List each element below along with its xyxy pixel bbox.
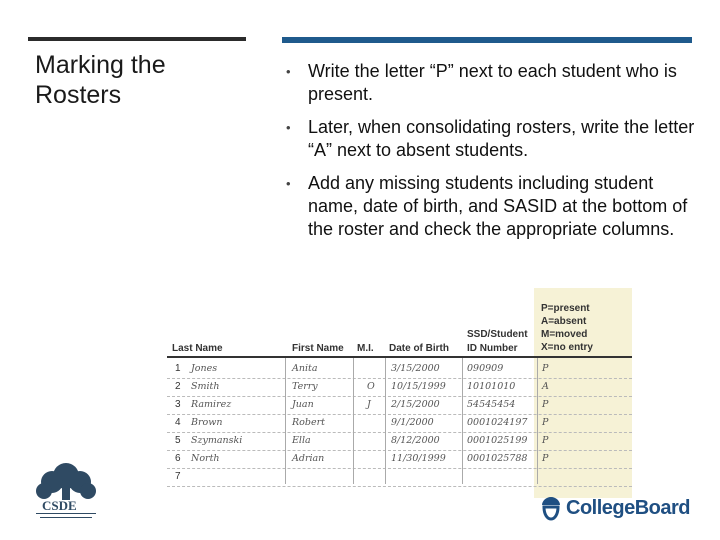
cell-last-name: North <box>191 453 220 464</box>
cell-dob: 8/12/2000 <box>391 435 440 446</box>
cell-dob: 9/1/2000 <box>391 417 434 428</box>
cell-first-name: Juan <box>292 399 314 410</box>
cell-last-name: Szymanski <box>191 435 243 446</box>
cell-attendance-mark: P <box>542 417 549 428</box>
cell-attendance-mark: A <box>542 381 549 392</box>
bullet-text: Later, when consolidating rosters, write the letter “A” next to absent students. <box>308 117 695 160</box>
cell-mi: J <box>367 399 371 410</box>
tree-icon <box>28 458 103 524</box>
cell-attendance-mark: P <box>542 399 549 410</box>
cell-first-name: Anita <box>292 363 318 374</box>
row-number: 5 <box>175 435 181 446</box>
csde-wordmark: CSDE <box>42 498 77 513</box>
cell-attendance-mark: P <box>542 453 549 464</box>
bullet-marker: • <box>286 120 291 135</box>
title-rule <box>28 37 246 41</box>
header-rule <box>167 356 632 358</box>
header-id-line1: SSD/Student <box>467 329 528 340</box>
table-row <box>167 468 632 487</box>
row-number: 1 <box>175 363 181 374</box>
row-number: 2 <box>175 381 181 392</box>
cell-student-id: 090909 <box>467 363 504 374</box>
row-number: 7 <box>175 471 181 482</box>
cell-mi: O <box>367 381 375 392</box>
header-first-name: First Name <box>292 343 344 354</box>
bullet-text: Add any missing students including student name, date of birth, and SASID at the bottom of the roster and check the appropriate columns. <box>308 173 688 239</box>
legend-item: A=absent <box>541 316 587 327</box>
cell-student-id: 10101010 <box>467 381 516 392</box>
row-number: 6 <box>175 453 181 464</box>
table-row <box>167 396 632 415</box>
csde-logo <box>28 458 103 524</box>
column-divider <box>353 358 354 484</box>
column-divider <box>462 358 463 484</box>
bullet-item <box>283 172 703 241</box>
legend-item: X=no entry <box>541 342 593 353</box>
row-number: 4 <box>175 417 181 428</box>
cell-last-name: Smith <box>191 381 220 392</box>
collegeboard-wordmark: CollegeBoard <box>566 496 691 519</box>
header-dob: Date of Birth <box>389 343 449 354</box>
cell-attendance-mark: P <box>542 435 549 446</box>
table-row <box>167 378 632 397</box>
header-last-name: Last Name <box>172 343 223 354</box>
bullet-item <box>283 116 703 162</box>
cell-last-name: Jones <box>191 363 218 374</box>
cell-first-name: Ella <box>292 435 311 446</box>
collegeboard-logo <box>540 490 705 526</box>
cell-attendance-mark: P <box>542 363 549 374</box>
cell-first-name: Robert <box>292 417 325 428</box>
cell-dob: 11/30/1999 <box>391 453 446 464</box>
column-divider <box>537 358 538 484</box>
table-row <box>167 450 632 469</box>
acorn-icon <box>540 495 562 521</box>
roster-sample-image <box>167 288 632 498</box>
table-row <box>167 432 632 451</box>
table-row <box>167 414 632 433</box>
bullet-marker: • <box>286 176 291 191</box>
cell-dob: 3/15/2000 <box>391 363 440 374</box>
cell-dob: 10/15/1999 <box>391 381 446 392</box>
cell-last-name: Brown <box>191 417 223 428</box>
bullet-marker: • <box>286 64 291 79</box>
cell-dob: 2/15/2000 <box>391 399 440 410</box>
cell-student-id: 54545454 <box>467 399 516 410</box>
cell-student-id: 0001025788 <box>467 453 528 464</box>
content-rule <box>282 37 692 43</box>
header-mi: M.I. <box>357 343 374 354</box>
bullet-list <box>283 60 703 251</box>
legend-item: M=moved <box>541 329 588 340</box>
cell-student-id: 0001025199 <box>467 435 528 446</box>
row-number: 3 <box>175 399 181 410</box>
slide-title: Marking the Rosters <box>35 51 166 109</box>
legend-item: P=present <box>541 303 590 314</box>
column-divider <box>285 358 286 484</box>
bullet-item <box>283 60 703 106</box>
mark-legend <box>541 302 593 354</box>
table-row <box>167 360 632 379</box>
cell-student-id: 0001024197 <box>467 417 528 428</box>
column-divider <box>385 358 386 484</box>
cell-first-name: Adrian <box>292 453 325 464</box>
cell-first-name: Terry <box>292 381 318 392</box>
header-id-line2: ID Number <box>467 343 518 354</box>
bullet-text: Write the letter “P” next to each student who is present. <box>308 61 677 104</box>
cell-last-name: Ramirez <box>191 399 232 410</box>
